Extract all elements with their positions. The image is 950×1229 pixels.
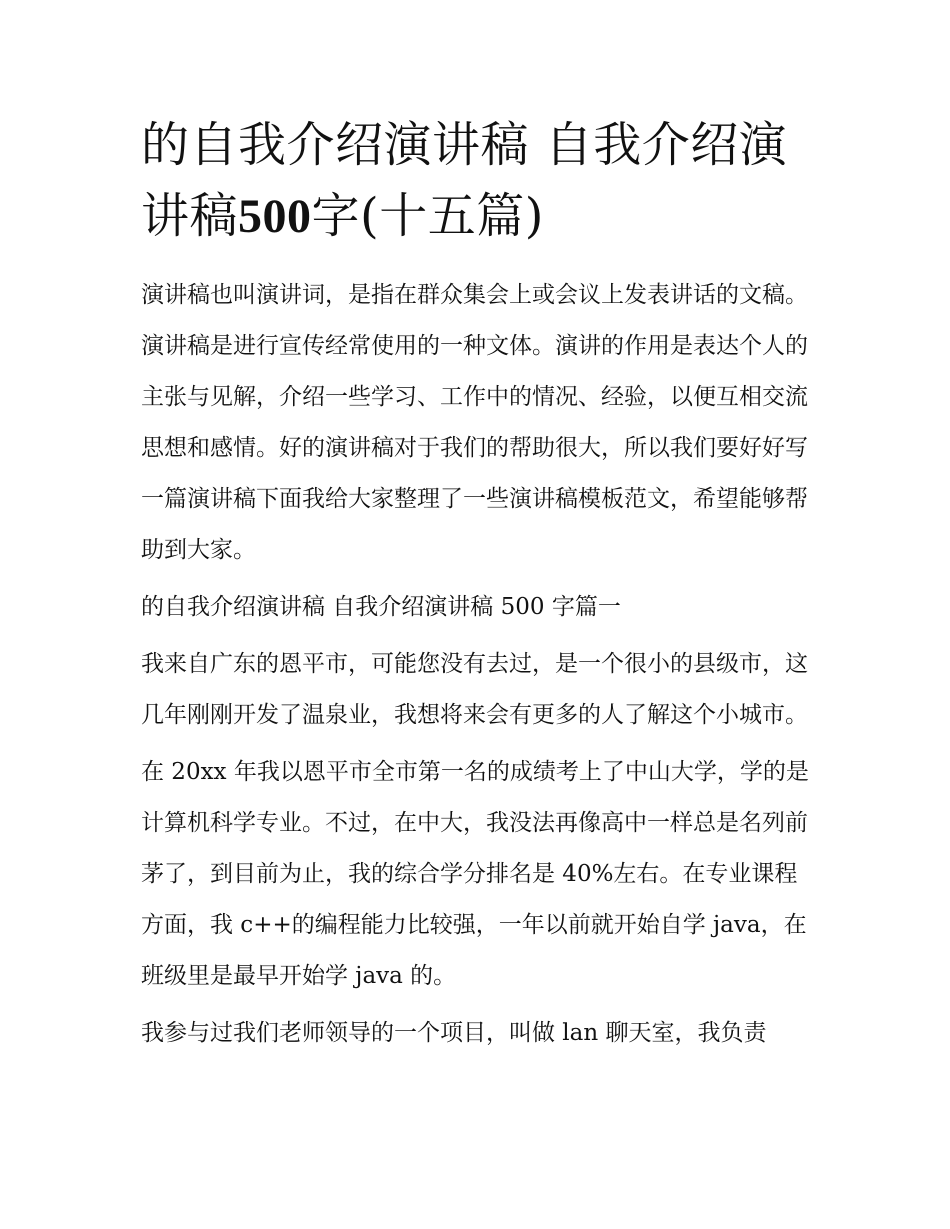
body-paragraph-2: 在 20xx 年我以恩平市全市第一名的成绩考上了中山大学，学的是计算机科学专业。不过，在中大，我没法再像高中一样总是名列前茅了，到目前为止，我的综合学分排名是 40%左右。在专业课程方面，我 c++的编程能力比较强，一年以前就开始自学 java，在班级里是最早开始学 java 的。 xyxy=(141,759,809,989)
document-title xyxy=(141,110,813,252)
intro-paragraph: 演讲稿也叫演讲词，是指在群众集会上或会议上发表讲话的文稿。演讲稿是进行宣传经常使用的一种文体。演讲的作用是表达个人的主张与见解，介绍一些学习、工作中的情况、经验，以便互相交流思想和感情。好的演讲稿对于我们的帮助很大，所以我们要好好写一篇演讲稿下面我给大家整理了一些演讲稿模板范文，希望能够帮助到大家。 xyxy=(141,282,808,563)
section-heading: 的自我介绍演讲稿 自我介绍演讲稿 500 字篇一 xyxy=(141,594,621,620)
title-text-part2: 字(十五篇) xyxy=(311,188,544,244)
title-number: 500 xyxy=(238,190,312,243)
body-paragraph-3: 我参与过我们老师领导的一个项目，叫做 lan 聊天室，我负责 xyxy=(141,1020,767,1046)
body-paragraph-1: 我来自广东的恩平市，可能您没有去过，是一个很小的县级市，这几年刚刚开发了温泉业，我想将来会有更多的人了解这个小城市。 xyxy=(141,651,808,728)
title-text-part1: 的自我介绍演讲稿 自我介绍演讲稿 xyxy=(141,117,788,244)
document-content xyxy=(141,110,813,1065)
